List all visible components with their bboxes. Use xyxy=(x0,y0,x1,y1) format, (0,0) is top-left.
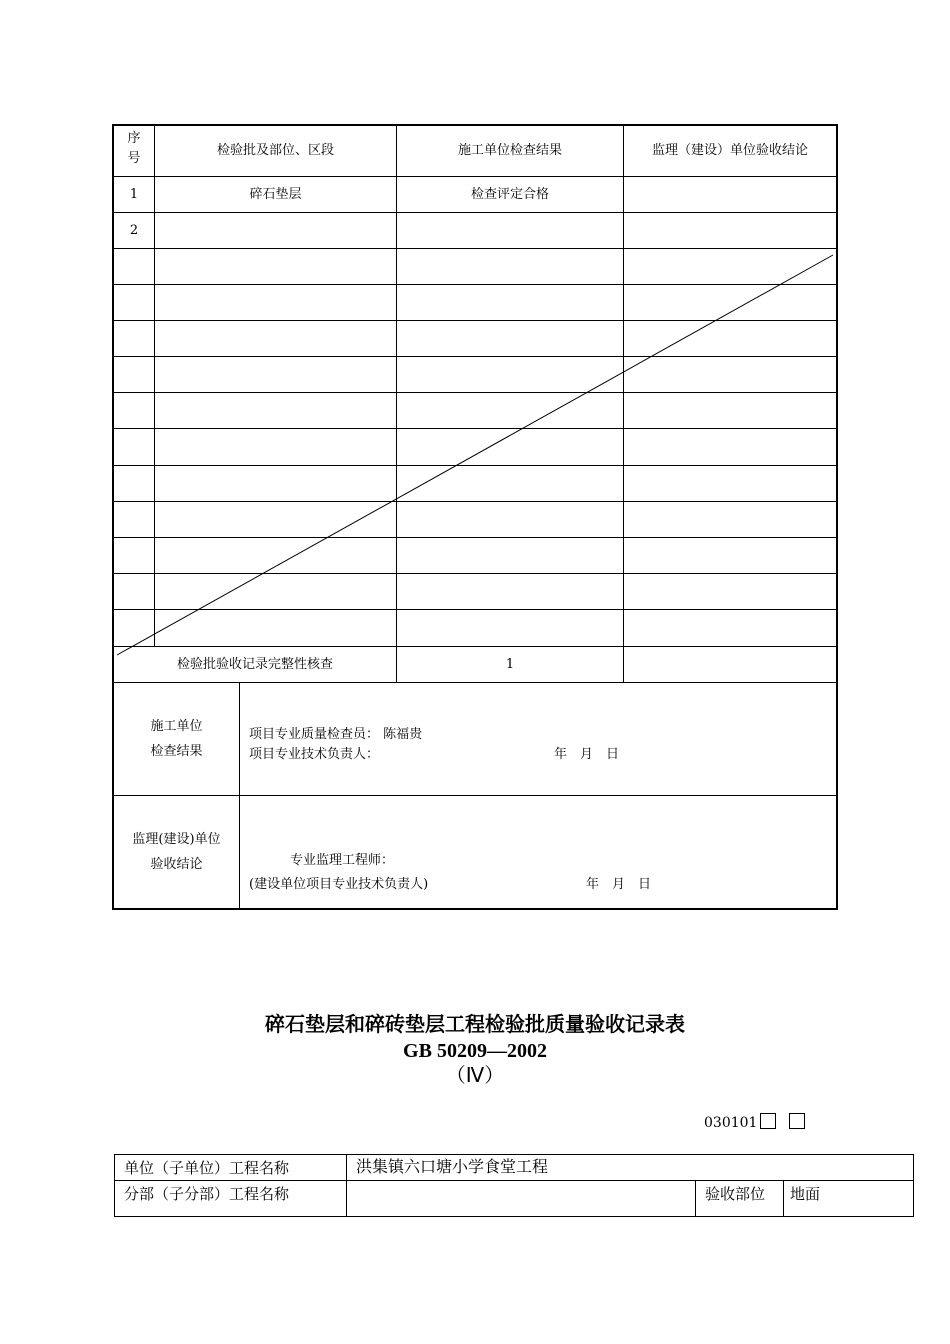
form-title: 碎石垫层和碎砖垫层工程检验批质量验收记录表 xyxy=(265,1012,685,1036)
supervising-engineer-label: 专业监理工程师： xyxy=(290,853,395,868)
contractor-label-line1: 施工单位 xyxy=(150,719,203,734)
supervisor-label-line2: 验收结论 xyxy=(150,857,203,872)
row-1-seq: 1 xyxy=(129,187,139,202)
supervisor-date: 年 月 日 xyxy=(586,877,652,892)
unit-project-value: 洪集镇六口塘小学食堂工程 xyxy=(356,1157,549,1176)
sub-project-label: 分部（子分部）工程名称 xyxy=(124,1185,290,1203)
inspector-name: 陈福贵 xyxy=(383,727,423,742)
acceptance-location-value: 地面 xyxy=(790,1185,821,1203)
header-location: 检验批及部位、区段 xyxy=(216,143,334,158)
row-1-location: 碎石垫层 xyxy=(249,187,302,202)
form-code: 030101 xyxy=(704,1115,758,1131)
header-seq: 序 号 xyxy=(127,131,141,166)
unit-project-label: 单位（子单位）工程名称 xyxy=(124,1159,290,1177)
tech-lead-label: 项目专业技术负责人： xyxy=(249,747,380,762)
completeness-value: 1 xyxy=(505,657,515,672)
completeness-label: 检验批验收记录完整性核查 xyxy=(176,657,333,672)
header-contractor-result: 施工单位检查结果 xyxy=(457,143,562,158)
form-section: （Ⅳ） xyxy=(445,1063,505,1087)
code-box-1[interactable] xyxy=(760,1113,776,1129)
contractor-date: 年 月 日 xyxy=(554,747,620,762)
acceptance-location-label: 验收部位 xyxy=(705,1185,766,1203)
contractor-label-line2: 检查结果 xyxy=(150,744,203,759)
header-supervisor-conclusion: 监理（建设）单位验收结论 xyxy=(651,143,808,158)
inspector-label: 项目专业质量检查员： xyxy=(249,727,380,742)
inspector-line xyxy=(249,727,422,743)
row-1-result: 检查评定合格 xyxy=(470,187,549,202)
code-box-2[interactable] xyxy=(789,1113,805,1129)
supervisor-label-line1: 监理(建设)单位 xyxy=(132,832,221,847)
form-standard: GB 50209—2002 xyxy=(403,1040,547,1062)
row-2-seq: 2 xyxy=(129,223,139,238)
owner-tech-lead-label: (建设单位项目专业技术负责人) xyxy=(249,877,429,892)
